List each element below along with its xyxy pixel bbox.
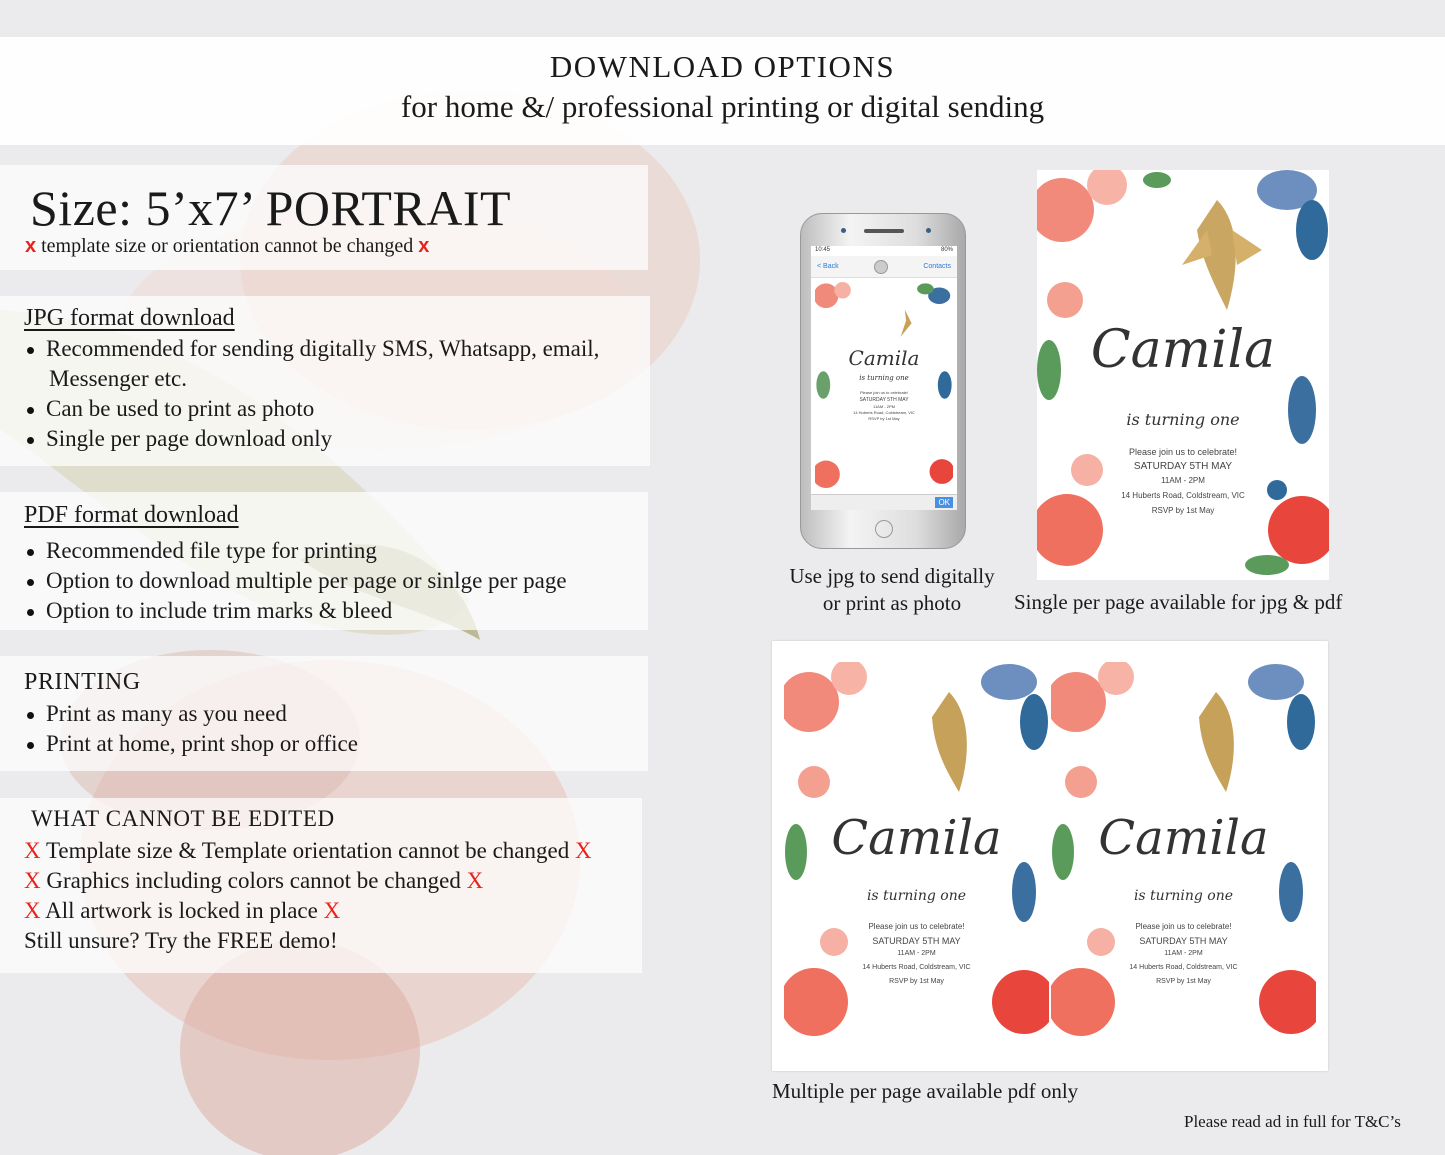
invitation-line: Please join us to celebrate! — [1128, 447, 1238, 457]
invitation-line: RSVP by 1st May — [889, 978, 944, 985]
size-note — [25, 235, 429, 258]
red-x-icon: X — [24, 898, 41, 923]
red-x-icon: X — [323, 898, 341, 923]
red-x-icon: X — [574, 838, 592, 863]
status-time: 10:45 — [815, 247, 831, 253]
phone-mockup — [800, 213, 966, 549]
contacts-link: Contacts — [923, 263, 951, 270]
list-item-text: Recommended for sending digitally SMS, Whatsapp, email, — [46, 336, 600, 361]
jpg-list — [24, 334, 599, 454]
invitation-subtitle: is turning one — [1126, 410, 1240, 429]
cannot-edit-title: WHAT CANNOT BE EDITED — [31, 806, 335, 831]
invitation-subtitle: is turning one — [866, 888, 967, 904]
invitation-name: Camila — [1090, 320, 1276, 380]
footnote: Please read ad in full for T&C’s — [1184, 1112, 1401, 1131]
status-battery: 80% — [940, 247, 953, 253]
page-subtitle: for home &/ professional printing or digital sending — [400, 89, 1045, 124]
cannot-edit-text: Graphics including colors cannot be changed — [46, 868, 461, 893]
invitation-line: SATURDAY 5TH MAY — [1133, 461, 1233, 472]
pdf-list — [24, 536, 567, 626]
message-input-bar — [811, 494, 957, 510]
list-item — [24, 334, 599, 394]
list-item: Print as many as you need — [24, 699, 358, 729]
jpg-section-title: JPG format download — [24, 305, 235, 331]
invitation-line: 11AM - 2PM — [873, 404, 895, 409]
cannot-edit-text: Template size & Template orientation cannot be changed — [45, 838, 570, 863]
list-item: Print at home, print shop or office — [24, 729, 358, 759]
invitation-name: Camila — [848, 346, 920, 370]
printing-section-title: PRINTING — [24, 669, 141, 695]
red-x-icon: X — [466, 868, 484, 893]
size-note-text: template size or orientation cannot be changed — [41, 235, 414, 257]
invitation-line: 11AM - 2PM — [1164, 950, 1203, 957]
invitation-line: 14 Huberts Road, Coldstream, VIC — [1129, 964, 1238, 971]
multiple-caption: Multiple per page available pdf only — [772, 1079, 1079, 1103]
size-panel — [0, 165, 648, 270]
red-x-icon: X — [24, 868, 41, 893]
jpg-panel — [0, 296, 650, 466]
phone-caption: Use jpg to send digitally or print as photo — [789, 564, 995, 615]
invitation-subtitle: is turning one — [859, 374, 909, 382]
invitation-line: Please join us to celebrate! — [859, 390, 909, 395]
ok-button: OK — [935, 497, 953, 508]
invitation-line: SATURDAY 5TH MAY — [1139, 936, 1228, 946]
list-item: Option to include trim marks & bleed — [24, 596, 567, 626]
invitation-name: Camila — [1098, 810, 1269, 866]
invitation-line: Please join us to celebrate! — [868, 922, 965, 931]
invitation-line: RSVP by 1st May — [1156, 978, 1211, 985]
invitation-line: Please join us to celebrate! — [1135, 922, 1232, 931]
back-link: < Back — [817, 263, 839, 270]
invitation-line: 14 Huberts Road, Coldstream, VIC — [1121, 491, 1245, 500]
header-banner — [0, 37, 1445, 145]
phone-screen — [811, 246, 957, 510]
cannot-edit-text: All artwork is locked in place — [45, 898, 318, 923]
list-item: Can be used to print as photo — [24, 394, 599, 424]
pdf-section-title: PDF format download — [24, 502, 239, 528]
list-item: Single per page download only — [24, 424, 599, 454]
red-x-icon: x — [25, 235, 37, 257]
cannot-edit-line — [24, 866, 592, 896]
invitation-line: 14 Huberts Road, Coldstream, VIC — [853, 410, 915, 415]
single-invitation-card — [1037, 170, 1329, 580]
invitation-line: RSVP by 1st May — [1151, 506, 1215, 515]
red-x-icon: X — [24, 838, 41, 863]
avatar-icon — [874, 260, 888, 274]
cannot-edit-panel — [0, 798, 642, 973]
printing-panel — [0, 656, 648, 771]
size-title: Size: 5’x7’ PORTRAIT — [30, 180, 512, 236]
invitation-line: 11AM - 2PM — [897, 950, 936, 957]
red-x-icon: x — [418, 235, 430, 257]
list-item: Recommended file type for printing — [24, 536, 567, 566]
invitation-line: SATURDAY 5TH MAY — [859, 397, 909, 403]
phone-invitation-card — [815, 282, 953, 488]
pdf-panel — [0, 492, 648, 630]
invitation-name: Camila — [831, 810, 1002, 866]
home-button — [875, 520, 893, 538]
demo-line: Still unsure? Try the FREE demo! — [24, 928, 338, 953]
cannot-edit-line — [24, 836, 592, 866]
page-title: DOWNLOAD OPTIONS — [549, 49, 896, 84]
invitation-subtitle: is turning one — [1133, 888, 1234, 904]
invitation-line: 11AM - 2PM — [1161, 476, 1205, 485]
list-item: Option to download multiple per page or sinlge per page — [24, 566, 567, 596]
sensor-icon — [926, 228, 931, 233]
single-caption: Single per page available for jpg & pdf — [1014, 590, 1343, 614]
cannot-edit-lines — [24, 836, 592, 956]
list-item-continuation: Messenger etc. — [49, 366, 187, 391]
sheet-invitation-card-left — [784, 662, 1049, 1046]
floral-frame-illustration — [815, 282, 953, 488]
cannot-edit-line — [24, 896, 592, 926]
message-navbar — [811, 256, 957, 278]
sheet-invitation-card-right — [1051, 662, 1316, 1046]
invitation-line: RSVP by 1st May — [868, 416, 900, 421]
camera-icon — [841, 228, 846, 233]
invitation-line: SATURDAY 5TH MAY — [872, 936, 961, 946]
printing-list — [24, 699, 358, 759]
invitation-line: 14 Huberts Road, Coldstream, VIC — [862, 964, 971, 971]
status-bar — [811, 246, 957, 256]
speaker-grille — [864, 229, 904, 233]
